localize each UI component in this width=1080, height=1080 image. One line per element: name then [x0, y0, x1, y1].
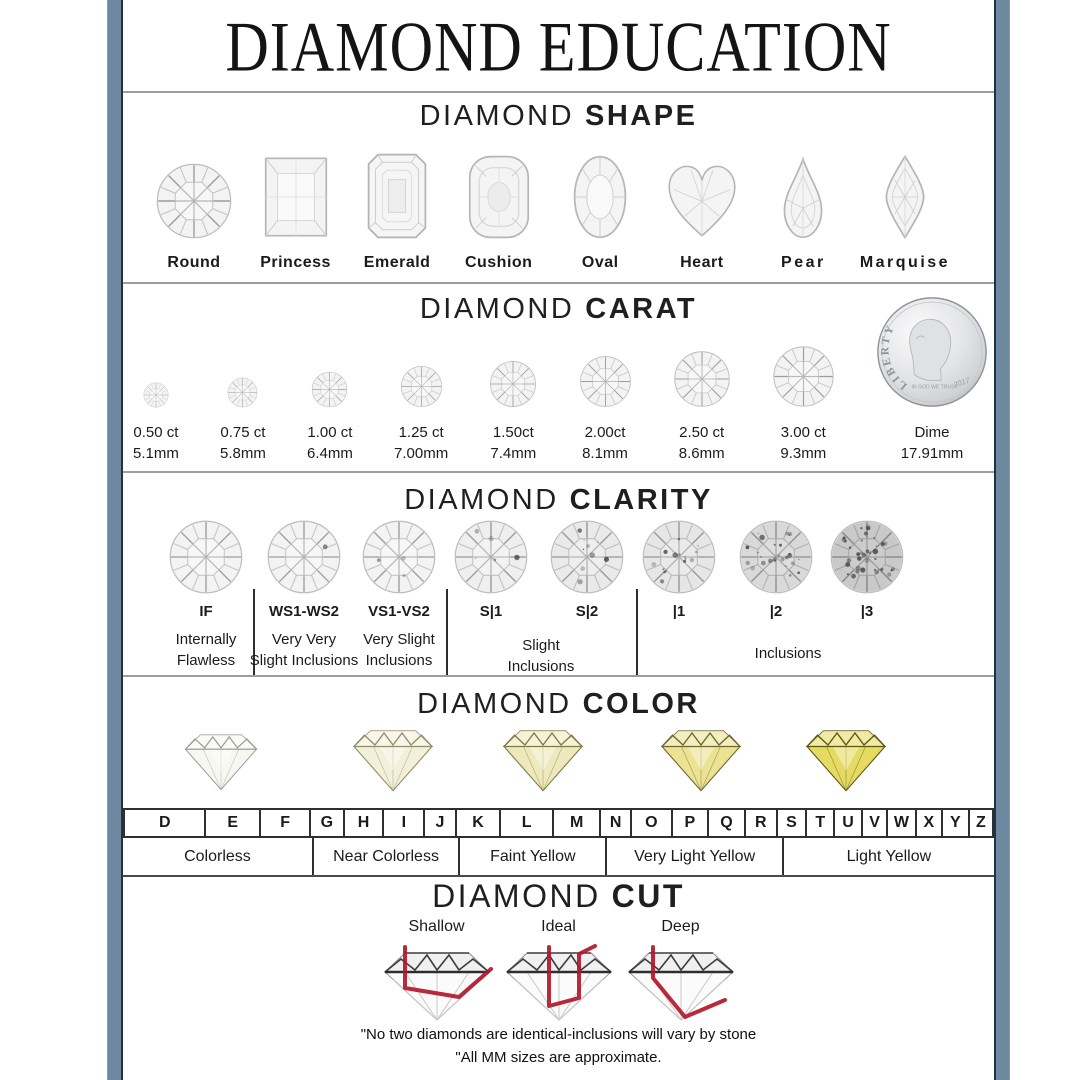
- color-grade-letter-cell: [206, 810, 261, 836]
- color-grade-letter: G: [320, 814, 334, 831]
- color-group-cell: [784, 838, 994, 875]
- color-grade-letter: W: [893, 814, 910, 831]
- carat-figure-wrap: [876, 296, 988, 408]
- shape-heading: [123, 100, 994, 133]
- carat-item: [133, 296, 179, 462]
- color-group-row: [123, 838, 994, 877]
- color-group-cell: [460, 838, 607, 875]
- clarity-diamond-figure: [641, 519, 717, 595]
- carat-weight-label: Dime: [914, 424, 950, 441]
- cut-item: [379, 918, 495, 1026]
- color-group-label: Colorless: [184, 847, 251, 865]
- cut-label: Deep: [661, 918, 700, 935]
- color-grade-letter: P: [684, 814, 696, 831]
- color-figure-wrap: [656, 725, 746, 800]
- color-grade-letter: F: [280, 814, 290, 831]
- shape-item: [450, 144, 548, 272]
- carat-weight-label: 0.75 ct: [220, 424, 266, 441]
- color-grade-letter-cell: [632, 810, 673, 836]
- shape-figure-wrap: [778, 144, 828, 240]
- color-group-cell: [607, 838, 783, 875]
- shape-figure-wrap: [155, 144, 233, 240]
- color-grade-letter-cell: [970, 810, 994, 836]
- shape-label: Heart: [680, 254, 724, 271]
- heart-diamond-figure: [663, 158, 741, 240]
- dime-liberty-text: LIBERTY: [879, 322, 910, 392]
- clarity-grade-label: VS1-VS2: [368, 603, 430, 620]
- clarity-description-line: Inclusions: [754, 645, 822, 662]
- carat-mm-label: 6.4mm: [307, 445, 353, 462]
- carat-row: [133, 296, 988, 462]
- color-grade-letter-cell: [943, 810, 970, 836]
- carat-item: [673, 296, 731, 462]
- clarity-description: [508, 635, 575, 677]
- heading-plain: DIAMOND: [432, 878, 601, 914]
- shape-item: [856, 144, 954, 272]
- cushion-diamond-figure: [467, 154, 531, 240]
- carat-diamond-figure: [673, 350, 731, 408]
- color-grade-letter: M: [570, 814, 584, 831]
- dime-motto-text: IN GOD WE TRUST: [911, 384, 958, 391]
- oval-diamond-figure: [572, 154, 628, 240]
- clarity-figure-wrap: [266, 519, 342, 600]
- carat-figure-wrap: [227, 296, 258, 408]
- clarity-grade-label: |2: [769, 603, 783, 620]
- shape-label: Cushion: [464, 254, 533, 271]
- section-divider: [123, 471, 994, 473]
- carat-item: [876, 296, 988, 462]
- color-group-label: Near Colorless: [333, 847, 439, 865]
- color-grade-letter-cell: [501, 810, 554, 836]
- color-group-label: Light Yellow: [846, 847, 932, 865]
- clarity-description-line: Inclusions: [365, 652, 433, 669]
- color-grade-letter-cell: [457, 810, 501, 836]
- carat-mm-label: 8.1mm: [582, 445, 628, 462]
- color-grade-letter-cell: [601, 810, 632, 836]
- carat-figure-wrap: [400, 296, 443, 408]
- heading-plain: DIAMOND: [404, 484, 559, 516]
- section-divider: [123, 91, 994, 93]
- page-title: DIAMOND EDUCATION: [225, 9, 892, 87]
- clarity-heading: [123, 484, 994, 517]
- clarity-chart: [123, 515, 994, 675]
- footer-note-2: "All MM sizes are approximate.: [455, 1049, 662, 1066]
- color-grade-letter-cell: [673, 810, 709, 836]
- carat-weight-label: 0.50 ct: [133, 424, 179, 441]
- cut-diagram-figure: [619, 942, 743, 1026]
- shape-figure-wrap: [467, 144, 531, 240]
- clarity-diamond-figure: [829, 519, 905, 595]
- shape-figure-wrap: [259, 144, 333, 240]
- carat-diamond-figure: [579, 355, 632, 408]
- cut-row: [123, 918, 994, 1026]
- color-heading: [123, 688, 994, 721]
- carat-mm-label: 7.4mm: [490, 445, 537, 462]
- shape-label: Marquise: [859, 254, 951, 271]
- carat-item: [220, 296, 266, 462]
- color-diamond-figure: [180, 730, 262, 793]
- carat-figure-wrap: [579, 296, 632, 408]
- clarity-diamond-figure: [453, 519, 529, 595]
- clarity-diamond-figure: [266, 519, 342, 595]
- clarity-description: [176, 629, 237, 671]
- carat-mm-label: 17.91mm: [900, 445, 964, 462]
- clarity-description: [250, 629, 358, 671]
- cut-label: Ideal: [541, 918, 576, 935]
- footer-note-1: "No two diamonds are identical-inclusions will vary by stone: [360, 1026, 757, 1043]
- color-grade-letter: D: [158, 814, 171, 831]
- dime-year-text: 2017: [952, 375, 971, 390]
- color-figure-wrap: [801, 725, 891, 800]
- heading-plain: DIAMOND: [417, 688, 572, 720]
- color-grade-letter: U: [842, 814, 854, 831]
- carat-weight-label: 2.00ct: [584, 424, 626, 441]
- carat-diamond-figure: [772, 345, 835, 408]
- shape-label: Emerald: [363, 254, 431, 271]
- clarity-diamond-figure: [738, 519, 814, 595]
- clarity-description-line: Flawless: [176, 652, 236, 669]
- carat-item: [579, 296, 632, 462]
- color-grade-letter: R: [755, 814, 767, 831]
- carat-mm-label: 8.6mm: [678, 445, 725, 462]
- carat-figure-wrap: [311, 296, 348, 408]
- princess-diamond-figure: [259, 154, 333, 240]
- clarity-description-line: Internally: [175, 631, 237, 648]
- shape-label: Pear: [781, 254, 826, 271]
- color-grade-letter-cell: [554, 810, 601, 836]
- carat-item: [772, 296, 835, 462]
- carat-diamond-figure: [311, 371, 348, 408]
- color-grade-letter: J: [435, 814, 445, 831]
- carat-figure-wrap: [772, 296, 835, 408]
- color-figure-wrap: [498, 725, 588, 800]
- clarity-diamond-figure: [361, 519, 437, 595]
- clarity-description: [363, 629, 435, 671]
- color-group-cell: [123, 838, 314, 875]
- color-grade-letter: Z: [976, 814, 986, 831]
- clarity-figure-wrap: [168, 519, 244, 600]
- shape-item: [348, 144, 446, 272]
- carat-weight-label: 2.50 ct: [679, 424, 725, 441]
- carat-weight-label: 1.50ct: [492, 424, 534, 441]
- heading-plain: DIAMOND: [419, 293, 575, 325]
- marquise-diamond-figure: [883, 154, 927, 240]
- clarity-figure-wrap: [549, 519, 625, 600]
- color-group-label: Faint Yellow: [490, 847, 576, 865]
- carat-diamond-figure: [489, 360, 537, 408]
- shape-label: Princess: [260, 254, 331, 271]
- color-grade-letter: E: [227, 814, 239, 831]
- color-grade-letter: H: [357, 814, 370, 831]
- heading-bold: COLOR: [582, 688, 700, 720]
- color-grade-letter: L: [521, 814, 532, 831]
- shape-row: [145, 144, 954, 272]
- carat-figure-wrap: [673, 296, 731, 408]
- clarity-group-divider: [446, 589, 448, 675]
- heading-bold: CLARITY: [569, 484, 713, 516]
- color-grade-letter: O: [645, 814, 658, 831]
- color-grade-letter-cell: [863, 810, 888, 836]
- clarity-grade-label: |3: [860, 603, 874, 620]
- color-diamond-figure: [801, 725, 891, 795]
- shape-figure-wrap: [366, 144, 428, 240]
- carat-diamond-figure: [143, 382, 169, 408]
- carat-weight-label: 1.25 ct: [398, 424, 444, 441]
- color-group-label: Very Light Yellow: [634, 847, 756, 865]
- color-grade-letter-cell: [709, 810, 746, 836]
- shape-item: [247, 144, 345, 272]
- clarity-description-line: Very Very: [271, 631, 337, 648]
- left-frame-bar: [107, 0, 123, 1080]
- cut-diagram-figure: [375, 942, 499, 1026]
- shape-figure-wrap: [663, 144, 741, 240]
- carat-diamond-figure: [400, 365, 443, 408]
- cut-diagram-figure: [497, 942, 621, 1026]
- clarity-figure-wrap: [641, 519, 717, 600]
- color-grade-letter-cell: [835, 810, 863, 836]
- clarity-figure-wrap: [829, 519, 905, 600]
- carat-mm-label: 5.1mm: [133, 445, 179, 462]
- color-grade-letter-cell: [384, 810, 425, 836]
- section-divider: [123, 675, 994, 677]
- clarity-grade-label: IF: [199, 603, 213, 620]
- color-grade-scale: [123, 808, 994, 838]
- clarity-description-line: Very Slight: [363, 631, 435, 648]
- color-grade-letter-cell: [807, 810, 835, 836]
- heading-plain: DIAMOND: [419, 100, 575, 132]
- clarity-diamond-figure: [549, 519, 625, 595]
- color-group-cell: [314, 838, 460, 875]
- color-grade-letter: Y: [950, 814, 961, 831]
- carat-weight-label: 1.00 ct: [307, 424, 353, 441]
- round-diamond-figure: [155, 162, 233, 240]
- cut-item: [501, 918, 617, 1026]
- color-grade-letter-cell: [746, 810, 778, 836]
- clarity-description-line: Slight: [522, 637, 560, 654]
- pear-diamond-figure: [778, 156, 828, 240]
- color-grade-letter: V: [869, 814, 880, 831]
- color-figure-wrap: [180, 730, 262, 798]
- dime-figure: [876, 296, 988, 408]
- clarity-group-divider: [636, 589, 638, 675]
- clarity-figure-wrap: [453, 519, 529, 600]
- carat-mm-label: 7.00mm: [394, 445, 449, 462]
- color-grade-letter: K: [472, 814, 484, 831]
- color-figure-wrap: [348, 725, 438, 800]
- shape-item: [551, 144, 649, 272]
- color-grade-letter-cell: [311, 810, 344, 836]
- color-grade-letter-cell: [888, 810, 917, 836]
- shape-figure-wrap: [572, 144, 628, 240]
- right-frame-bar: [994, 0, 1010, 1080]
- color-diamond-figure: [348, 725, 438, 795]
- heading-bold: CARAT: [585, 293, 698, 325]
- cut-heading: [123, 878, 994, 915]
- color-grade-letter: I: [401, 814, 407, 831]
- color-grade-letter-cell: [345, 810, 385, 836]
- carat-item: [307, 296, 353, 462]
- color-grade-letter: S: [786, 814, 797, 831]
- section-divider: [123, 282, 994, 284]
- color-grade-letter: N: [609, 814, 622, 831]
- color-grade-letter-cell: [125, 810, 206, 836]
- carat-figure-wrap: [143, 296, 169, 408]
- clarity-description-line: Slight Inclusions: [249, 652, 359, 669]
- color-grade-letter-cell: [778, 810, 808, 836]
- clarity-grade-label: S|1: [479, 603, 503, 620]
- heading-bold: CUT: [611, 878, 685, 914]
- color-grade-letter: X: [923, 814, 935, 831]
- shape-item: [653, 144, 751, 272]
- clarity-description: [755, 643, 822, 664]
- color-grade-letter: Q: [720, 814, 733, 831]
- cut-label: Shallow: [408, 918, 465, 935]
- carat-mm-label: 9.3mm: [780, 445, 827, 462]
- clarity-figure-wrap: [361, 519, 437, 600]
- shape-figure-wrap: [883, 144, 927, 240]
- heading-bold: SHAPE: [585, 100, 698, 132]
- color-grade-letter: T: [815, 814, 826, 831]
- clarity-grade-label: WS1-WS2: [268, 603, 340, 620]
- emerald-diamond-figure: [366, 152, 428, 240]
- shape-item: [145, 144, 243, 272]
- carat-item: [489, 296, 537, 462]
- footer: [123, 1026, 994, 1066]
- color-grade-letter-cell: [261, 810, 311, 836]
- carat-mm-label: 5.8mm: [220, 445, 266, 462]
- shape-item: [754, 144, 852, 272]
- carat-diamond-figure: [227, 377, 258, 408]
- shape-label: Oval: [581, 254, 619, 271]
- carat-figure-wrap: [489, 296, 537, 408]
- poster: [123, 0, 994, 1080]
- color-grade-letter-cell: [425, 810, 457, 836]
- carat-weight-label: 3.00 ct: [780, 424, 826, 441]
- clarity-description-line: Inclusions: [507, 658, 575, 675]
- carat-item: [394, 296, 448, 462]
- shape-label: Round: [167, 254, 221, 271]
- clarity-figure-wrap: [738, 519, 814, 600]
- cut-item: [623, 918, 739, 1026]
- clarity-diamond-figure: [168, 519, 244, 595]
- clarity-grade-label: |1: [672, 603, 686, 620]
- color-grade-letter-cell: [917, 810, 943, 836]
- color-diamond-figure: [656, 725, 746, 795]
- clarity-grade-label: S|2: [575, 603, 599, 620]
- color-diamond-figure: [498, 725, 588, 795]
